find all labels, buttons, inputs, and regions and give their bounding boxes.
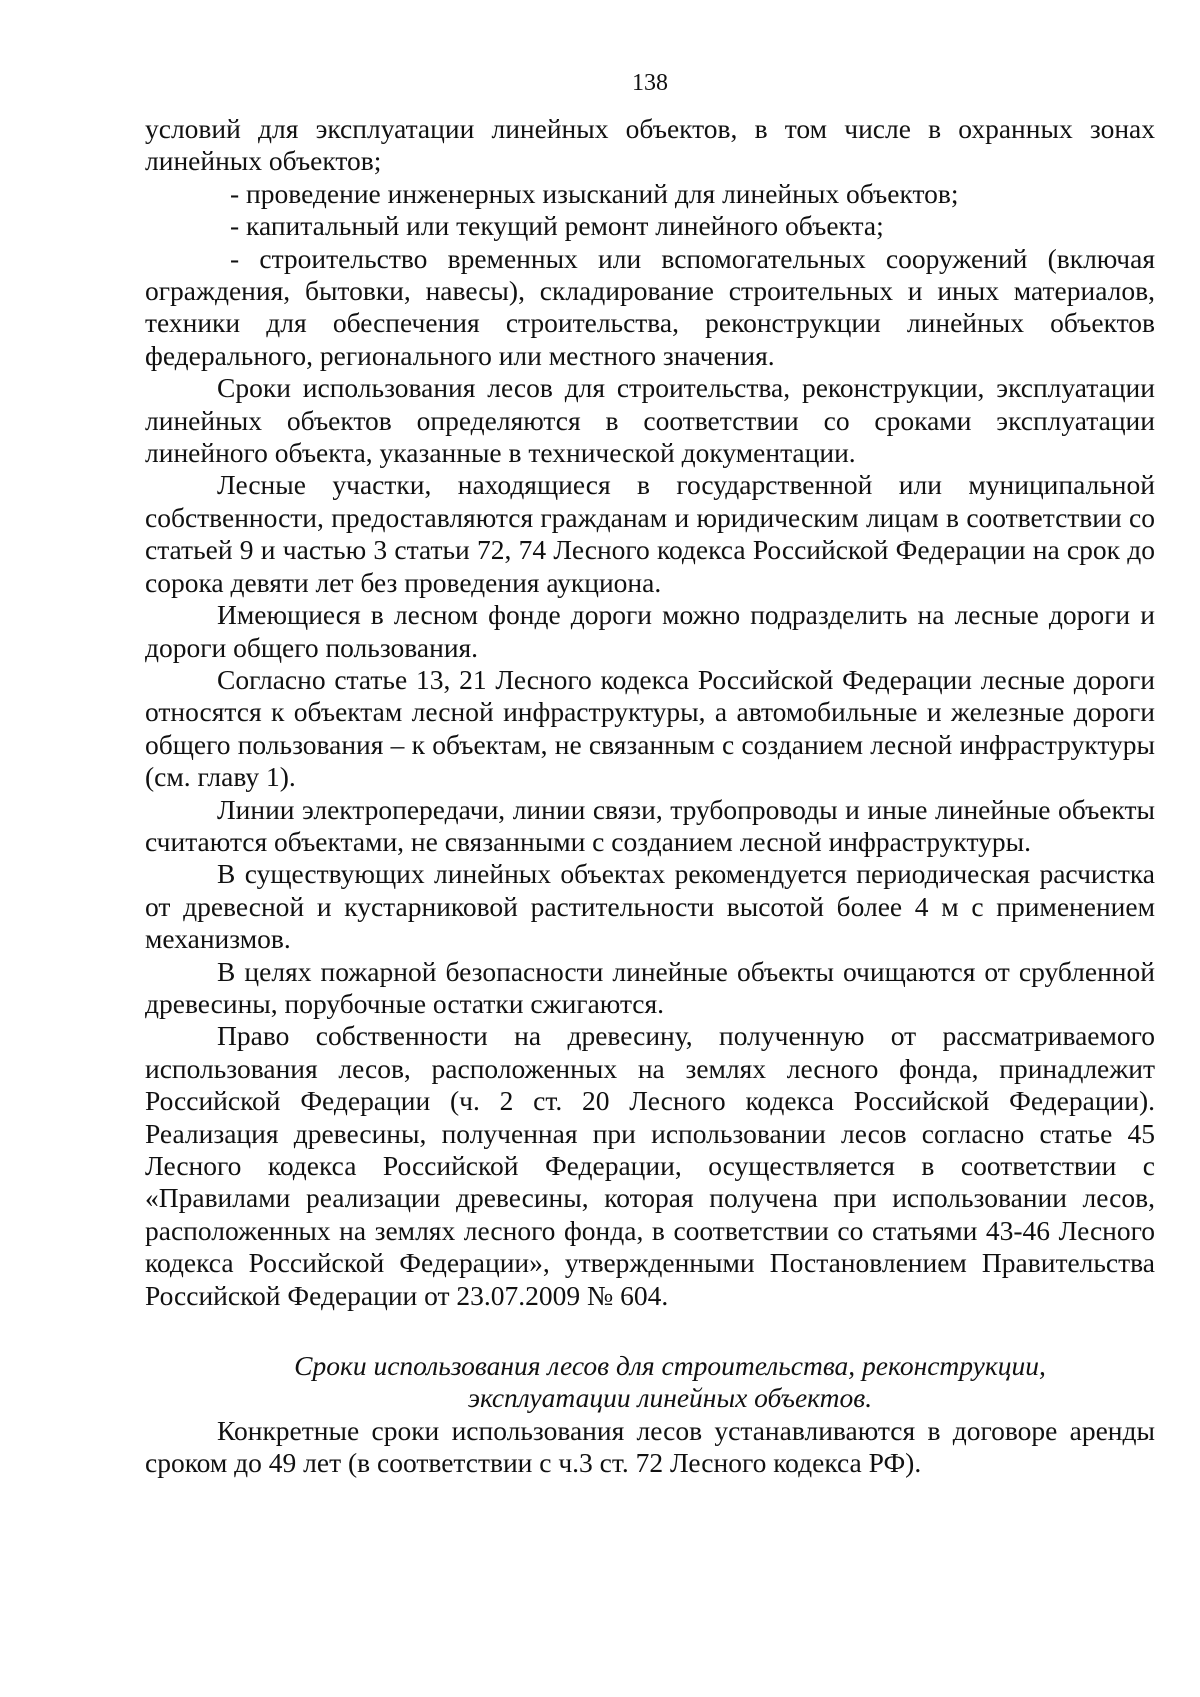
paragraph-clearing: В существующих линейных объектах рекомендуется периодическая расчистка от древесной и кустарниковой растительности высотой более 4 м с применением механизмов.: [145, 858, 1155, 955]
paragraph-roads: Имеющиеся в лесном фонде дороги можно подразделить на лесные дороги и дороги общего пользования.: [145, 599, 1155, 663]
paragraph-ownership: Право собственности на древесину, полученную от рассматриваемого использования лесов, расположенных на землях лесного фонда, принадлежит Российской Федерации (ч. 2 ст. 20 Лесного кодекса Российской Федерации). Реализация древесины, полученная при использовании лесов согласно статье 45 Лесного кодекса Российской Федерации, осуществляется в соответствии с «Правилами реализации древесины, которая получена при использовании лесов, расположенных на землях лесного фонда, в соответствии со статьями 43-46 Лесного кодекса Российской Федерации», утвержденными Постановлением Правительства Российской Федерации от 23.07.2009 № 604.: [145, 1020, 1155, 1311]
paragraph-forest-plots: Лесные участки, находящиеся в государственной или муниципальной собственности, предоставляются гражданам и юридическим лицам в соответствии со статьей 9 и частью 3 статьи 72, 74 Лесного кодекса Российской Федерации на срок до сорока девяти лет без проведения аукциона.: [145, 469, 1155, 598]
paragraph-article-13-21: Согласно статье 13, 21 Лесного кодекса Российской Федерации лесные дороги относятся к объектам лесной инфраструктуры, а автомобильные и железные дороги общего пользования – к объектам, не связанным с созданием лесной инфраструктуры (см. главу 1).: [145, 663, 1155, 793]
paragraph-usage-terms: Сроки использования лесов для строительства, реконструкции, эксплуатации линейных объектов определяются в соответствии со сроками эксплуатации линейного объекта, указанные в технической документации.: [145, 372, 1155, 469]
list-item-surveys: - проведение инженерных изысканий для линейных объектов;: [230, 177, 959, 209]
paragraph-continuation: условий для эксплуатации линейных объектов, в том числе в охранных зонах линейных объектов;: [145, 113, 1155, 177]
section-heading: [145, 1350, 1155, 1415]
section-heading-line-1: Сроки использования лесов для строительства, реконструкции,: [294, 1350, 1046, 1382]
list-item-repair: - капитальный или текущий ремонт линейного объекта;: [230, 210, 884, 242]
paragraph-lease-terms: Конкретные сроки использования лесов устанавливаются в договоре аренды сроком до 49 лет (в соответствии с ч.3 ст. 72 Лесного кодекса РФ).: [145, 1414, 1155, 1479]
list-item-temporary-structures: - строительство временных или вспомогательных сооружений (включая ограждения, бытовки, навесы), складирование строительных и иных материалов, техники для обеспечения строительства, реконструкции линейных объектов федерального, регионального или местного значения.: [145, 242, 1155, 371]
paragraph-fire-safety: В целях пожарной безопасности линейные объекты очищаются от срубленной древесины, порубочные остатки сжигаются.: [145, 955, 1155, 1019]
page-body: [145, 113, 1155, 1480]
section-heading-line-2: эксплуатации линейных объектов.: [467, 1382, 873, 1414]
paragraph-power-lines: Линии электропередачи, линии связи, трубопроводы и иные линейные объекты считаются объектами, не связанными с созданием лесной инфраструктуры.: [145, 793, 1155, 857]
page-number: 138: [632, 70, 668, 96]
